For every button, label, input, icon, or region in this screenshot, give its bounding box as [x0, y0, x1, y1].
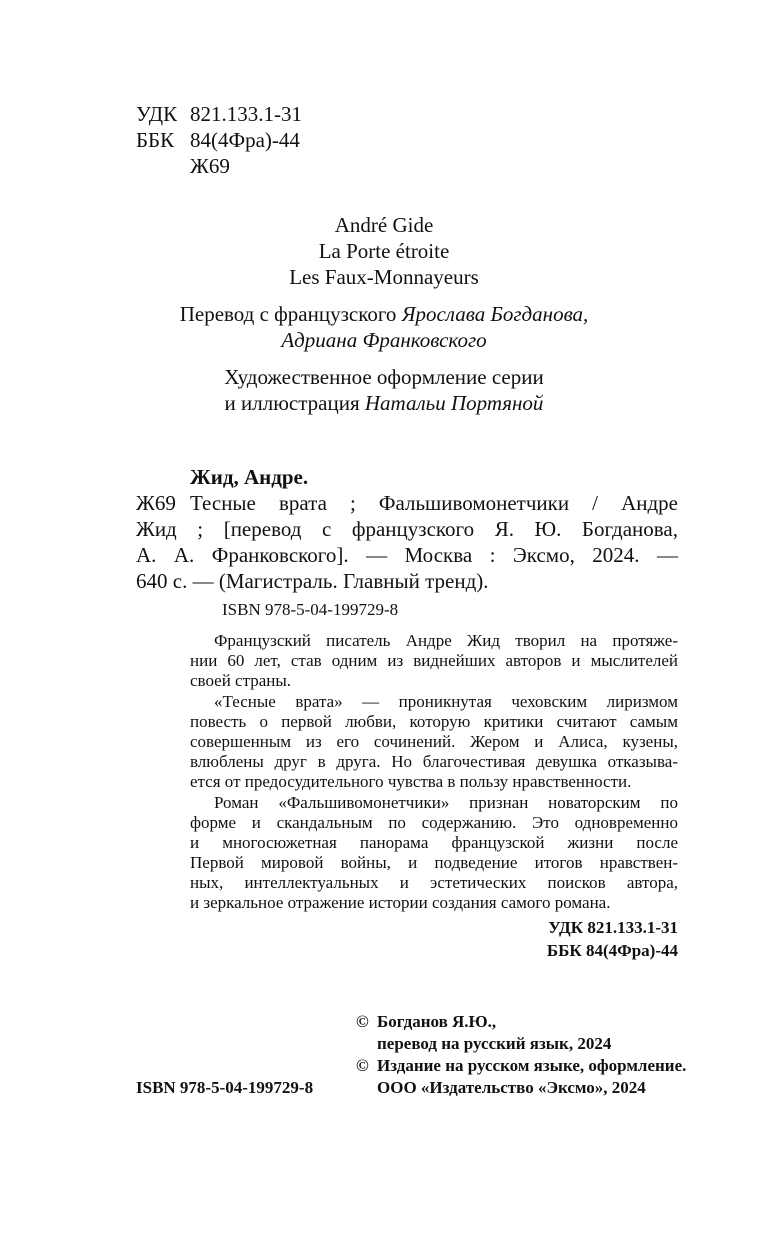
- annotation-line: и многосюжетная панорама французской жизни после: [190, 833, 678, 852]
- annotation-line: Первой мировой войны, и подведение итогов нравствен-: [190, 853, 678, 872]
- author-sign: Ж69: [190, 154, 230, 178]
- annotation-line: Французский писатель Андре Жид творил на протяже-: [214, 631, 678, 650]
- design-line-1: Художественное оформление серии: [224, 365, 544, 389]
- bbk-value: 84(4Фра)-44: [190, 128, 300, 152]
- bbk-label: ББК: [136, 128, 175, 152]
- translation-line-2: [0, 328, 768, 353]
- annotation-line: ется от предосудительного чувства в пользу нравственности.: [190, 772, 632, 791]
- bbk-row: [136, 128, 300, 153]
- copyright-isbn: ISBN 978-5-04-199729-8: [136, 1078, 314, 1097]
- annotation-line: повесть о первой любви, которую критики считают самым: [190, 712, 678, 731]
- copyright-symbol: ©: [356, 1056, 369, 1075]
- udk-value: 821.133.1-31: [190, 102, 302, 126]
- catalog-line-3: А. А. Франковского]. — Москва : Эксмо, 2024. —: [136, 543, 678, 567]
- translator-2: Адриана Франковского: [281, 328, 487, 352]
- original-title-2: Les Faux-Monnayeurs: [289, 265, 479, 289]
- catalog-line-1: Тесные врата ; Фальшивомонетчики / Андре: [190, 491, 678, 515]
- copyright-1-line-2: перевод на русский язык, 2024: [377, 1034, 612, 1053]
- udk-label: УДК: [136, 102, 178, 126]
- annotation-line: своей страны.: [190, 671, 292, 690]
- design-prefix: и иллюстрация: [224, 391, 365, 415]
- translation-prefix: Перевод с французского: [179, 302, 402, 326]
- annotation-bbk: ББК 84(4Фра)-44: [546, 941, 678, 960]
- copyright-2-line-1: Издание на русском языке, оформление.: [377, 1056, 687, 1075]
- annotation-line: «Тесные врата» — проникнутая чеховским лиризмом: [214, 692, 678, 711]
- original-author: André Gide: [334, 213, 434, 237]
- translator-1: Ярослава Богданова,: [401, 302, 589, 326]
- catalog-sign: Ж69: [136, 491, 176, 515]
- design-line-2: [0, 391, 768, 416]
- catalog-line-2: Жид ; [перевод с французского Я. Ю. Богданова,: [136, 517, 678, 541]
- annotation-line: ных, интеллектуальных и эстетических поисков автора,: [190, 873, 678, 892]
- original-title-1: La Porte étroite: [318, 239, 450, 263]
- annotation-line: влюблены друг в друга. Но благочестивая девушка отказыва-: [190, 752, 678, 771]
- catalog-line-4: 640 с. — (Магистраль. Главный тренд).: [136, 569, 489, 593]
- annotation-udk: УДК 821.133.1-31: [548, 918, 678, 937]
- translation-line-1: [0, 302, 768, 327]
- catalog-heading: Жид, Андре.: [190, 465, 309, 489]
- udk-row: [136, 102, 302, 127]
- copyright-1-line-1: Богданов Я.Ю.,: [377, 1012, 497, 1031]
- annotation-line: Роман «Фальшивомонетчики» признан новаторским по: [214, 793, 678, 812]
- illustrator: Натальи Портяной: [364, 391, 544, 415]
- copyright-symbol: ©: [356, 1012, 369, 1031]
- catalog-isbn: ISBN 978-5-04-199729-8: [222, 600, 399, 619]
- annotation-line: и зеркальное отражение истории создания самого романа.: [190, 893, 611, 912]
- annotation-line: нии 60 лет, став одним из виднейших авторов и мыслителей: [190, 651, 678, 670]
- annotation-line: совершенным из его сочинений. Жером и Алиса, кузены,: [190, 732, 678, 751]
- copyright-2-line-2: ООО «Издательство «Эксмо», 2024: [377, 1078, 646, 1097]
- annotation-line: форме и скандальным по содержанию. Это одновременно: [190, 813, 678, 832]
